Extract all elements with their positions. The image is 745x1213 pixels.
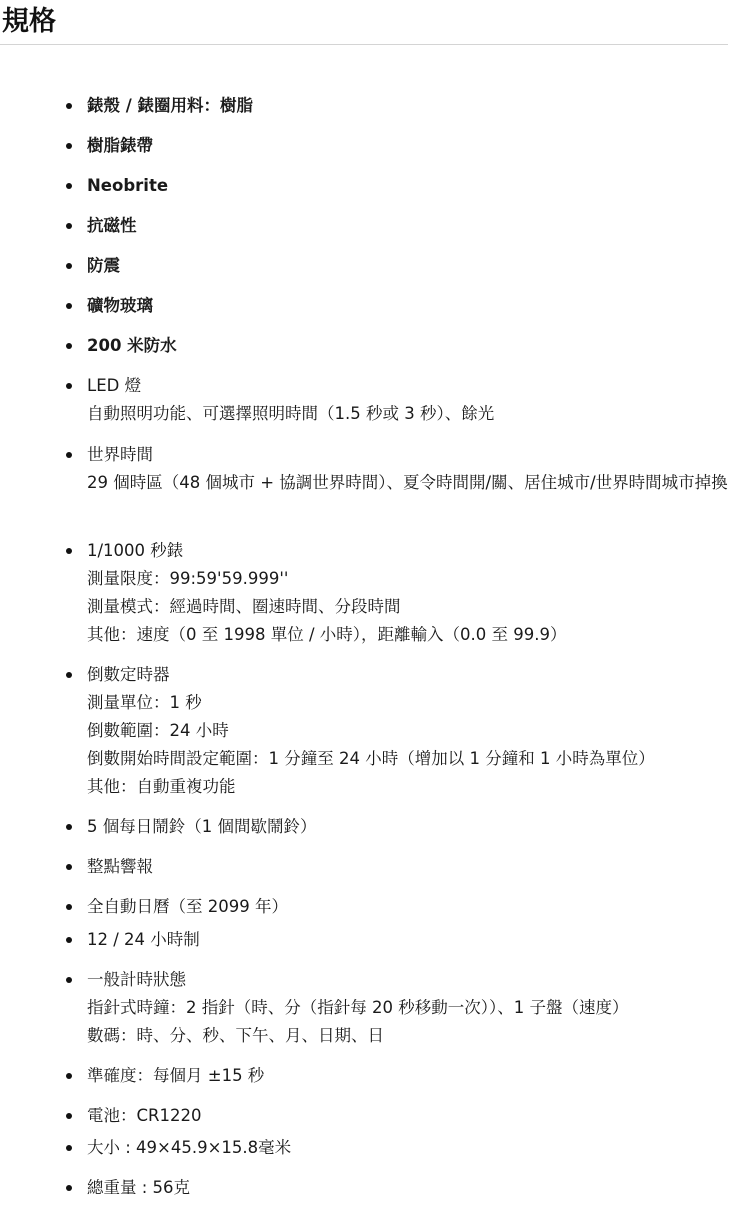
- spec-item: [87, 926, 737, 954]
- spec-item-label: Neobrite: [87, 176, 169, 195]
- spec-item-label: 1/1000 秒錶: [87, 541, 184, 560]
- bullet-icon: [66, 103, 72, 109]
- bullet-icon: [66, 183, 72, 189]
- spec-item: [87, 252, 737, 280]
- spec-item-label: 大小 : 49×45.9×15.8毫米: [87, 1138, 292, 1157]
- spec-item: [87, 332, 737, 360]
- spec-item-label: 倒數定時器: [87, 665, 170, 684]
- spec-item: [87, 212, 737, 240]
- spec-item: [87, 661, 737, 801]
- spec-item: [87, 292, 737, 320]
- bullet-icon: [66, 263, 72, 269]
- spec-item: [87, 1062, 737, 1090]
- spec-item-detail: 測量模式：經過時間、圈速時間、分段時間: [87, 597, 401, 616]
- bullet-icon: [66, 383, 72, 389]
- spec-item: [87, 1174, 737, 1202]
- spec-item-detail: 倒數範圍：24 小時: [87, 721, 229, 740]
- spec-item-detail: 倒數開始時間設定範圍：1 分鐘至 24 小時（增加以 1 分鐘和 1 小時為單位）: [87, 749, 655, 768]
- spec-item: [87, 1102, 737, 1130]
- bullet-icon: [66, 824, 72, 830]
- spec-item: [87, 813, 737, 841]
- bullet-icon: [66, 672, 72, 678]
- spec-item: [87, 92, 737, 120]
- spec-item: [87, 966, 737, 1050]
- spec-item-label: 5 個每日鬧鈴（1 個間歇鬧鈴）: [87, 817, 317, 836]
- spec-item-detail: 29 個時區（48 個城市 + 協調世界時間）、夏令時間開/關、居住城市/世界時間城市掉換: [87, 473, 728, 492]
- spec-item-label: 電池：CR1220: [87, 1106, 202, 1125]
- spec-item: [87, 1134, 737, 1162]
- title-divider: [0, 44, 728, 45]
- spec-item-label: 整點響報: [87, 857, 153, 876]
- spec-item-detail: 測量單位：1 秒: [87, 693, 202, 712]
- spec-item: [87, 893, 737, 921]
- spec-item-label: 總重量 : 56克: [87, 1178, 191, 1197]
- spec-item-label: 一般計時狀態: [87, 970, 186, 989]
- spec-item: [87, 537, 737, 649]
- page-title: 規格: [2, 6, 56, 37]
- bullet-icon: [66, 977, 72, 983]
- bullet-icon: [66, 904, 72, 910]
- spec-item-detail: 測量限度：99:59'59.999'': [87, 569, 289, 588]
- spec-item-label: 全自動日曆（至 2099 年）: [87, 897, 288, 916]
- spec-item-label: 準確度：每個月 ±15 秒: [87, 1066, 265, 1085]
- bullet-icon: [66, 1145, 72, 1151]
- bullet-icon: [66, 303, 72, 309]
- spec-item: [87, 132, 737, 160]
- spec-item-detail: 指針式時鐘：2 指針（時、分（指針每 20 秒移動一次））、1 子盤（速度）: [87, 998, 629, 1017]
- spec-item-detail: 其他：速度（0 至 1998 單位 / 小時），距離輸入（0.0 至 99.9）: [87, 625, 567, 644]
- spec-item: [87, 372, 737, 428]
- bullet-icon: [66, 223, 72, 229]
- bullet-icon: [66, 1185, 72, 1191]
- bullet-icon: [66, 548, 72, 554]
- spec-item-label: 200 米防水: [87, 336, 177, 355]
- spec-item: [87, 853, 737, 881]
- spec-item-label: 抗磁性: [87, 216, 137, 235]
- bullet-icon: [66, 937, 72, 943]
- spec-item-label: 世界時間: [87, 445, 153, 464]
- spec-item-label: 錶殼 / 錶圈用料：樹脂: [87, 96, 254, 115]
- spec-item-label: 防震: [87, 256, 120, 275]
- bullet-icon: [66, 864, 72, 870]
- spec-item-label: LED 燈: [87, 376, 142, 395]
- bullet-icon: [66, 1073, 72, 1079]
- spec-item-detail: 數碼：時、分、秒、下午、月、日期、日: [87, 1026, 384, 1045]
- spec-item: [87, 172, 737, 200]
- bullet-icon: [66, 1113, 72, 1119]
- bullet-icon: [66, 343, 72, 349]
- spec-item-label: 12 / 24 小時制: [87, 930, 200, 949]
- spec-item-detail: 其他：自動重複功能: [87, 777, 236, 796]
- spec-item: [87, 441, 737, 497]
- bullet-icon: [66, 452, 72, 458]
- bullet-icon: [66, 143, 72, 149]
- spec-item-label: 礦物玻璃: [87, 296, 153, 315]
- spec-item-detail: 自動照明功能、可選擇照明時間（1.5 秒或 3 秒）、餘光: [87, 404, 495, 423]
- spec-item-label: 樹脂錶帶: [87, 136, 153, 155]
